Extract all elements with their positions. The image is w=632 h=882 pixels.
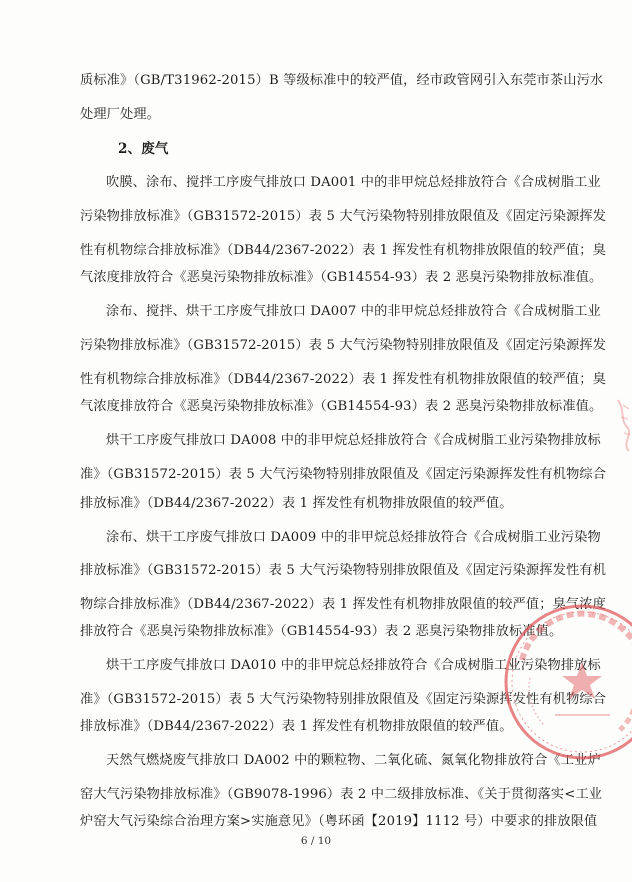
text-line: 吹膜、涂布、搅拌工序废气排放口 DA001 中的非甲烷总烃排放符合《合成树脂工业 (106, 175, 601, 190)
text-line: 涂布、搅拌、烘干工序废气排放口 DA007 中的非甲烷总烃排放符合《合成树脂工业 (106, 304, 601, 319)
text-line: 性有机物综合排放标准》（DB44/2367-2022）表 1 挥发性有机物排放限值的较严值；臭 (80, 243, 606, 258)
text-line: 排放标准》（GB31572-2015）表 5 大气污染物特别排放限值及《固定污染源挥发性有机 (80, 563, 607, 578)
text-line: 烘干工序废气排放口 DA010 中的非甲烷总烃排放符合《合成树脂工业污染物排放标 (106, 658, 601, 673)
text-line: 处理厂处理。 (80, 107, 161, 122)
text-line: 烘干工序废气排放口 DA008 中的非甲烷总烃排放符合《合成树脂工业污染物排放标 (106, 433, 601, 448)
text-line: 准》（GB31572-2015）表 5 大气污染物特别排放限值及《固定污染源挥发性有机物综合 (80, 692, 607, 707)
edge-seal-mark (615, 395, 632, 455)
text-line: 物综合排放标准》（DB44/2367-2022）表 1 挥发性有机物排放限值的较严值；臭气浓度 (80, 597, 606, 612)
text-line: 污染物排放标准》（GB31572-2015）表 5 大气污染物特别排放限值及《固定污染源挥发 (80, 338, 607, 353)
text-line: 排放标准》（DB44/2367-2022）表 1 挥发性有机物排放限值的较严值。 (80, 496, 513, 511)
text-line: 排放符合《恶臭污染物排放标准》（GB14554-93）表 2 恶臭污染物排放标准值。 (80, 624, 563, 639)
text-line: 涂布、烘干工序废气排放口 DA009 中的非甲烷总烃排放符合《合成树脂工业污染物 (106, 530, 601, 545)
page-number: 6 / 10 (300, 835, 332, 847)
text-line: 天然气燃烧废气排放口 DA002 中的颗粒物、二氧化硫、氮氧化物排放符合《工业炉 (106, 753, 601, 768)
section-heading: 2、废气 (118, 141, 169, 157)
text-line: 质标准》（GB/T31962-2015）B 等级标准中的较严值，经市政管网引入东莞市茶山污水 (80, 73, 604, 88)
text-line: 气浓度排放符合《恶臭污染物排放标准》（GB14554-93）表 2 恶臭污染物排放标准值。 (80, 399, 603, 414)
text-line: 气浓度排放符合《恶臭污染物排放标准》（GB14554-93）表 2 恶臭污染物排放标准值。 (80, 270, 603, 285)
text-line: 窑大气污染物排放标准》（GB9078-1996）表 2 中二级排放标准、《关于贯彻落实<工业 (80, 787, 603, 802)
text-line: 准》（GB31572-2015）表 5 大气污染物特别排放限值及《固定污染源挥发性有机物综合 (80, 467, 607, 482)
text-line: 性有机物综合排放标准》（DB44/2367-2022）表 1 挥发性有机物排放限值的较严值；臭 (80, 372, 606, 387)
text-line: 污染物排放标准》（GB31572-2015）表 5 大气污染物特别排放限值及《固定污染源挥发 (80, 209, 607, 224)
text-line: 排放标准》（DB44/2367-2022）表 1 挥发性有机物排放限值的较严值。 (80, 719, 513, 734)
text-line: 炉窑大气污染综合治理方案>实施意见》（粤环函【2019】1112 号）中要求的排放限值 (80, 814, 598, 829)
